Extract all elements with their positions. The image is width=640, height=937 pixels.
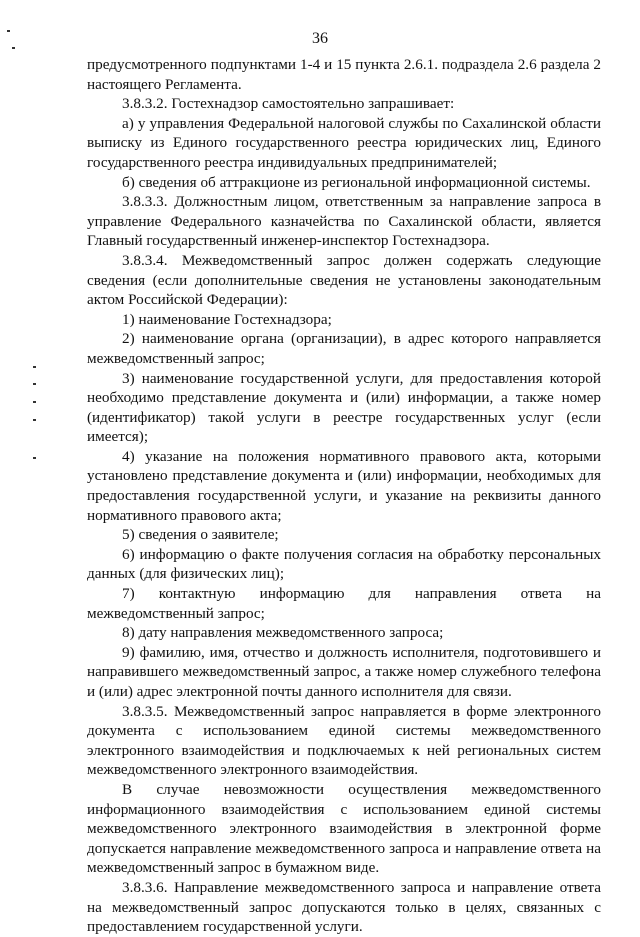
paragraph-3-8-3-3: 3.8.3.3. Должностным лицом, ответственным за направление запроса в управление Федерального казначейства по Сахалинской области, является Главный государственный инженер-инспектор Гостехнадзора.: [87, 193, 601, 250]
page-number: 36: [312, 30, 328, 47]
list-item-9: 9) фамилию, имя, отчество и должность исполнителя, подготовившего и направившего межведомственный запрос, а также номер служебного телефона и (или) адрес электронной почты данного исполнителя для связи.: [87, 643, 601, 700]
scan-mark: [33, 383, 36, 385]
document-body: [87, 55, 601, 937]
paragraph-item-b: б) сведения об аттракционе из региональной информационной системы.: [122, 173, 591, 191]
scan-mark: [7, 30, 10, 32]
paragraph-paper-form: В случае невозможности осуществления межведомственного информационного взаимодействия с использованием единой системы межведомственного электронного взаимодействия в электронной форме допускается направление межведомственного запроса и направление ответа на межведомственный запрос в бумажном виде.: [87, 780, 601, 877]
list-item-3: 3) наименование государственной услуги, для предоставления которой необходимо представление документа и (или) информации, а также номер (идентификатор) такой услуги в реестре государственных услуг (если имеется);: [87, 369, 601, 446]
scan-mark: [33, 401, 36, 403]
paragraph-item-a: а) у управления Федеральной налоговой службы по Сахалинской области выписку из Единого государственного реестра юридических лиц, Единого государственного реестра индивидуальных предпринимателей;: [87, 114, 601, 171]
scan-mark: [33, 366, 36, 368]
paragraph-3-8-3-5: 3.8.3.5. Межведомственный запрос направляется в форме электронного документа с использованием единой системы межведомственного электронного взаимодействия и подключаемых к ней региональных систем межведомственного электронного взаимодействия.: [87, 702, 601, 779]
list-item-6: 6) информацию о факте получения согласия на обработку персональных данных (для физических лиц);: [87, 545, 601, 583]
list-item-5: 5) сведения о заявителе;: [122, 526, 279, 544]
list-item-7: 7) контактную информацию для направления ответа на межведомственный запрос;: [87, 585, 601, 622]
list-item-1: 1) наименование Гостехнадзора;: [122, 310, 332, 328]
paragraph-3-8-3-4: 3.8.3.4. Межведомственный запрос должен содержать следующие сведения (если дополнительные сведения не установлены законодательным актом Российской Федерации):: [87, 251, 601, 309]
scan-mark: [33, 419, 36, 421]
list-item-4: 4) указание на положения нормативного правового акта, которыми установлено представление документа и (или) информации, необходимых для предоставления государственной услуги, и указание на реквизиты данного нормативного правового акта;: [87, 447, 601, 524]
paragraph-3-8-3-6: 3.8.3.6. Направление межведомственного запроса и направление ответа на межведомственный запрос допускаются только в целях, связанных с предоставлением государственной услуги.: [87, 878, 601, 936]
paragraph-3-8-3-2: 3.8.3.2. Гостехнадзор самостоятельно запрашивает:: [122, 95, 455, 113]
list-item-2: 2) наименование органа (организации), в адрес которого направляется межведомственный запрос;: [87, 330, 601, 367]
scan-mark: [33, 457, 36, 459]
list-item-8: 8) дату направления межведомственного запроса;: [122, 624, 444, 642]
paragraph-continuation: предусмотренного подпунктами 1-4 и 15 пункта 2.6.1. подраздела 2.6 раздела 2 настоящего Регламента.: [87, 56, 601, 93]
scan-mark: [12, 47, 15, 49]
